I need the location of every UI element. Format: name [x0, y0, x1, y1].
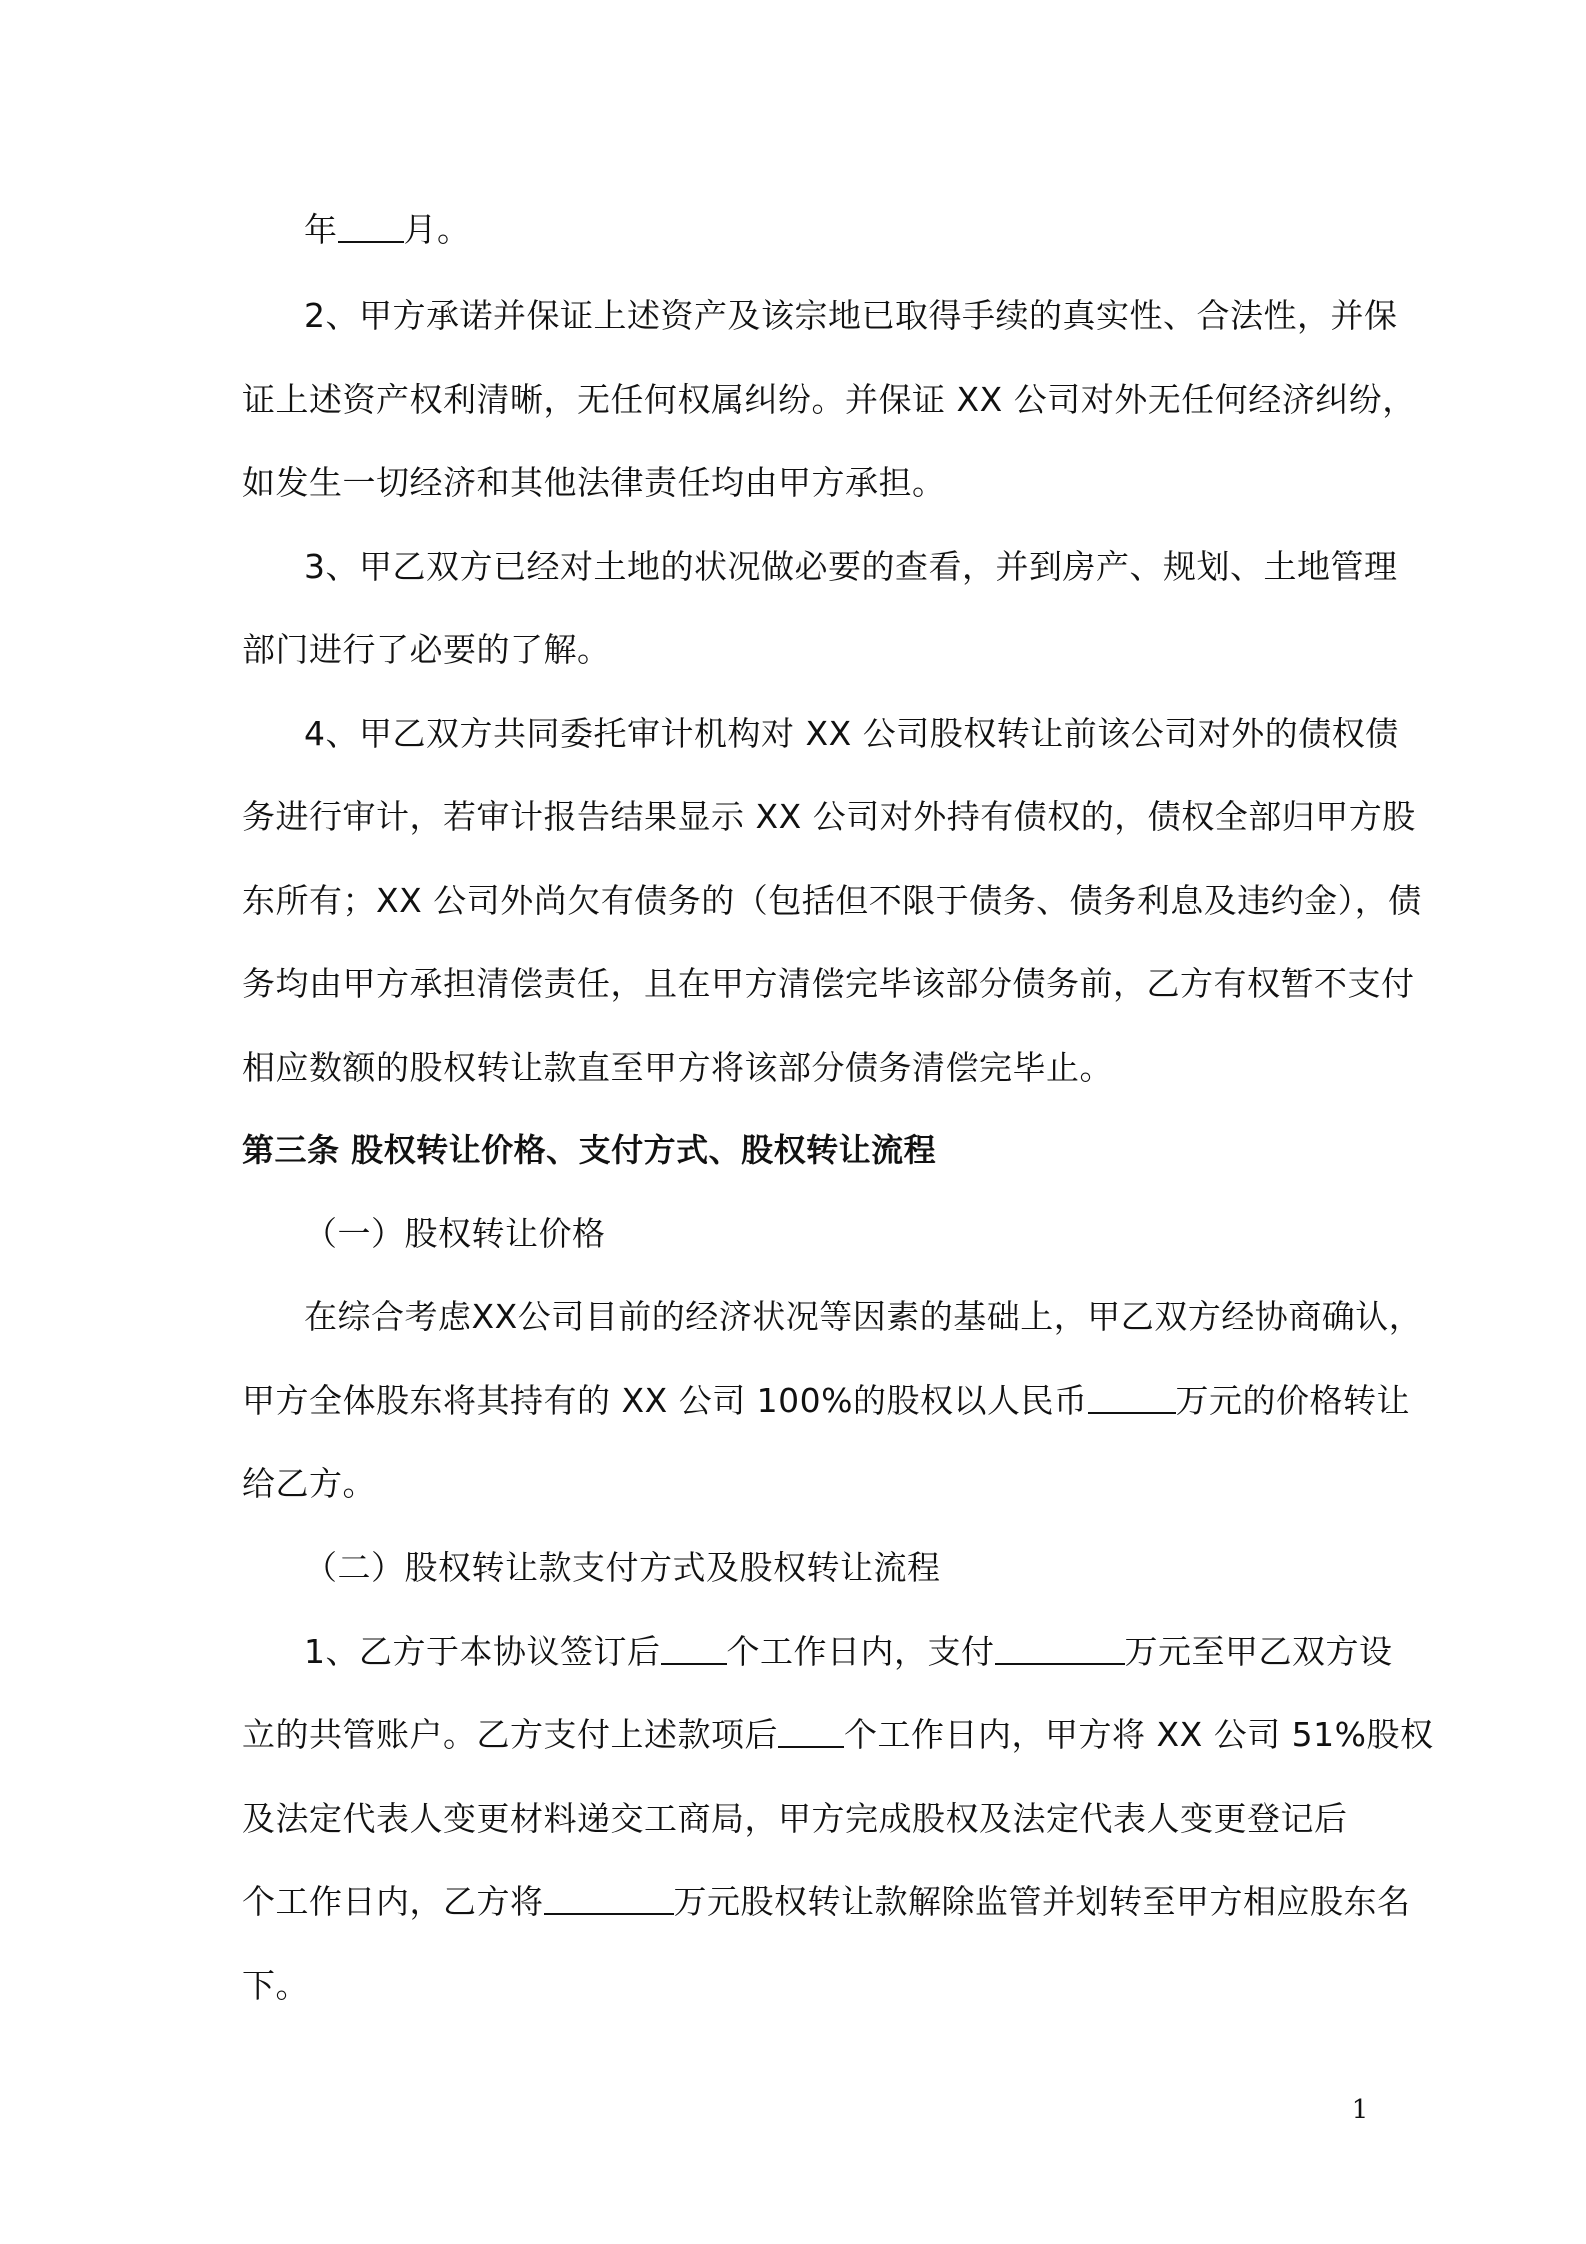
price-text-after: 万元的价格转让 — [1175, 1381, 1411, 1420]
price-text-before: 甲方全体股东将其持有的 XX 公司 100%的股权以人民币 — [242, 1381, 1088, 1420]
payment-text-5: 个工作日内，甲方将 XX 公司 51%股权 — [844, 1715, 1434, 1754]
clause-4-line-5: 相应数额的股权转让款直至甲方将该部分债务清偿完毕止。 — [242, 1048, 1113, 1087]
clause-3-line-1: 3、甲乙双方已经对土地的状况做必要的查看，并到房产、规划、土地管理 — [304, 547, 1398, 586]
clause-2-line-2: 证上述资产权利清晰，无任何权属纠纷。并保证 XX 公司对外无任何经济纠纷， — [242, 380, 1416, 419]
clause-2-line-3: 如发生一切经济和其他法律责任均由甲方承担。 — [242, 463, 946, 502]
payment-text-1: 1、乙方于本协议签订后 — [304, 1632, 661, 1671]
month-blank — [338, 211, 404, 243]
payment-text-4: 立的共管账户。乙方支付上述款项后 — [242, 1715, 778, 1754]
text-month: 月。 — [403, 210, 471, 249]
workdays-blank-2 — [778, 1716, 844, 1748]
payment-line-2 — [242, 1709, 1434, 1761]
section-2-heading: （二）股权转让款支付方式及股权转让流程 — [304, 1548, 941, 1587]
price-line-1: 在综合考虑XX公司目前的经济状况等因素的基础上，甲乙双方经协商确认， — [304, 1297, 1423, 1336]
clause-4-line-3: 东所有；XX 公司外尚欠有债务的（包括但不限于债务、债务利息及违约金），债 — [242, 881, 1422, 920]
clause-3-line-2: 部门进行了必要的了解。 — [242, 630, 611, 669]
payment-text-3: 万元至甲乙双方设 — [1124, 1632, 1393, 1671]
amount-blank-1 — [995, 1633, 1125, 1665]
page-number: 1 — [1351, 2095, 1369, 2125]
payment-line-5: 下。 — [242, 1966, 309, 2005]
clause-2-line-1: 2、甲方承诺并保证上述资产及该宗地已取得手续的真实性、合法性，并保 — [304, 296, 1398, 335]
clause-4-line-1: 4、甲乙双方共同委托审计机构对 XX 公司股权转让前该公司对外的债权债 — [304, 714, 1399, 753]
text-year: 年 — [304, 210, 338, 249]
price-amount-blank — [1088, 1382, 1176, 1414]
payment-line-1 — [304, 1626, 1393, 1678]
payment-text-7: 万元股权转让款解除监管并划转至甲方相应股东名 — [673, 1882, 1411, 1921]
payment-line-4 — [242, 1876, 1411, 1928]
payment-text-2: 个工作日内，支付 — [726, 1632, 995, 1671]
payment-line-3: 及法定代表人变更材料递交工商局，甲方完成股权及法定代表人变更登记后 — [242, 1799, 1348, 1838]
paragraph-line-date — [304, 204, 1362, 256]
workdays-blank-1 — [661, 1633, 727, 1665]
clause-4-line-4: 务均由甲方承担清偿责任，且在甲方清偿完毕该部分债务前，乙方有权暂不支付 — [242, 964, 1415, 1003]
amount-blank-2 — [544, 1883, 674, 1915]
article-3-heading: 第三条 股权转让价格、支付方式、股权转让流程 — [242, 1131, 937, 1169]
section-1-heading: （一）股权转让价格 — [304, 1214, 606, 1253]
clause-4-line-2: 务进行审计，若审计报告结果显示 XX 公司对外持有债权的，债权全部归甲方股 — [242, 797, 1416, 836]
payment-text-6: 个工作日内，乙方将 — [242, 1882, 544, 1921]
price-line-3: 给乙方。 — [242, 1464, 376, 1503]
price-line-2 — [242, 1375, 1411, 1427]
